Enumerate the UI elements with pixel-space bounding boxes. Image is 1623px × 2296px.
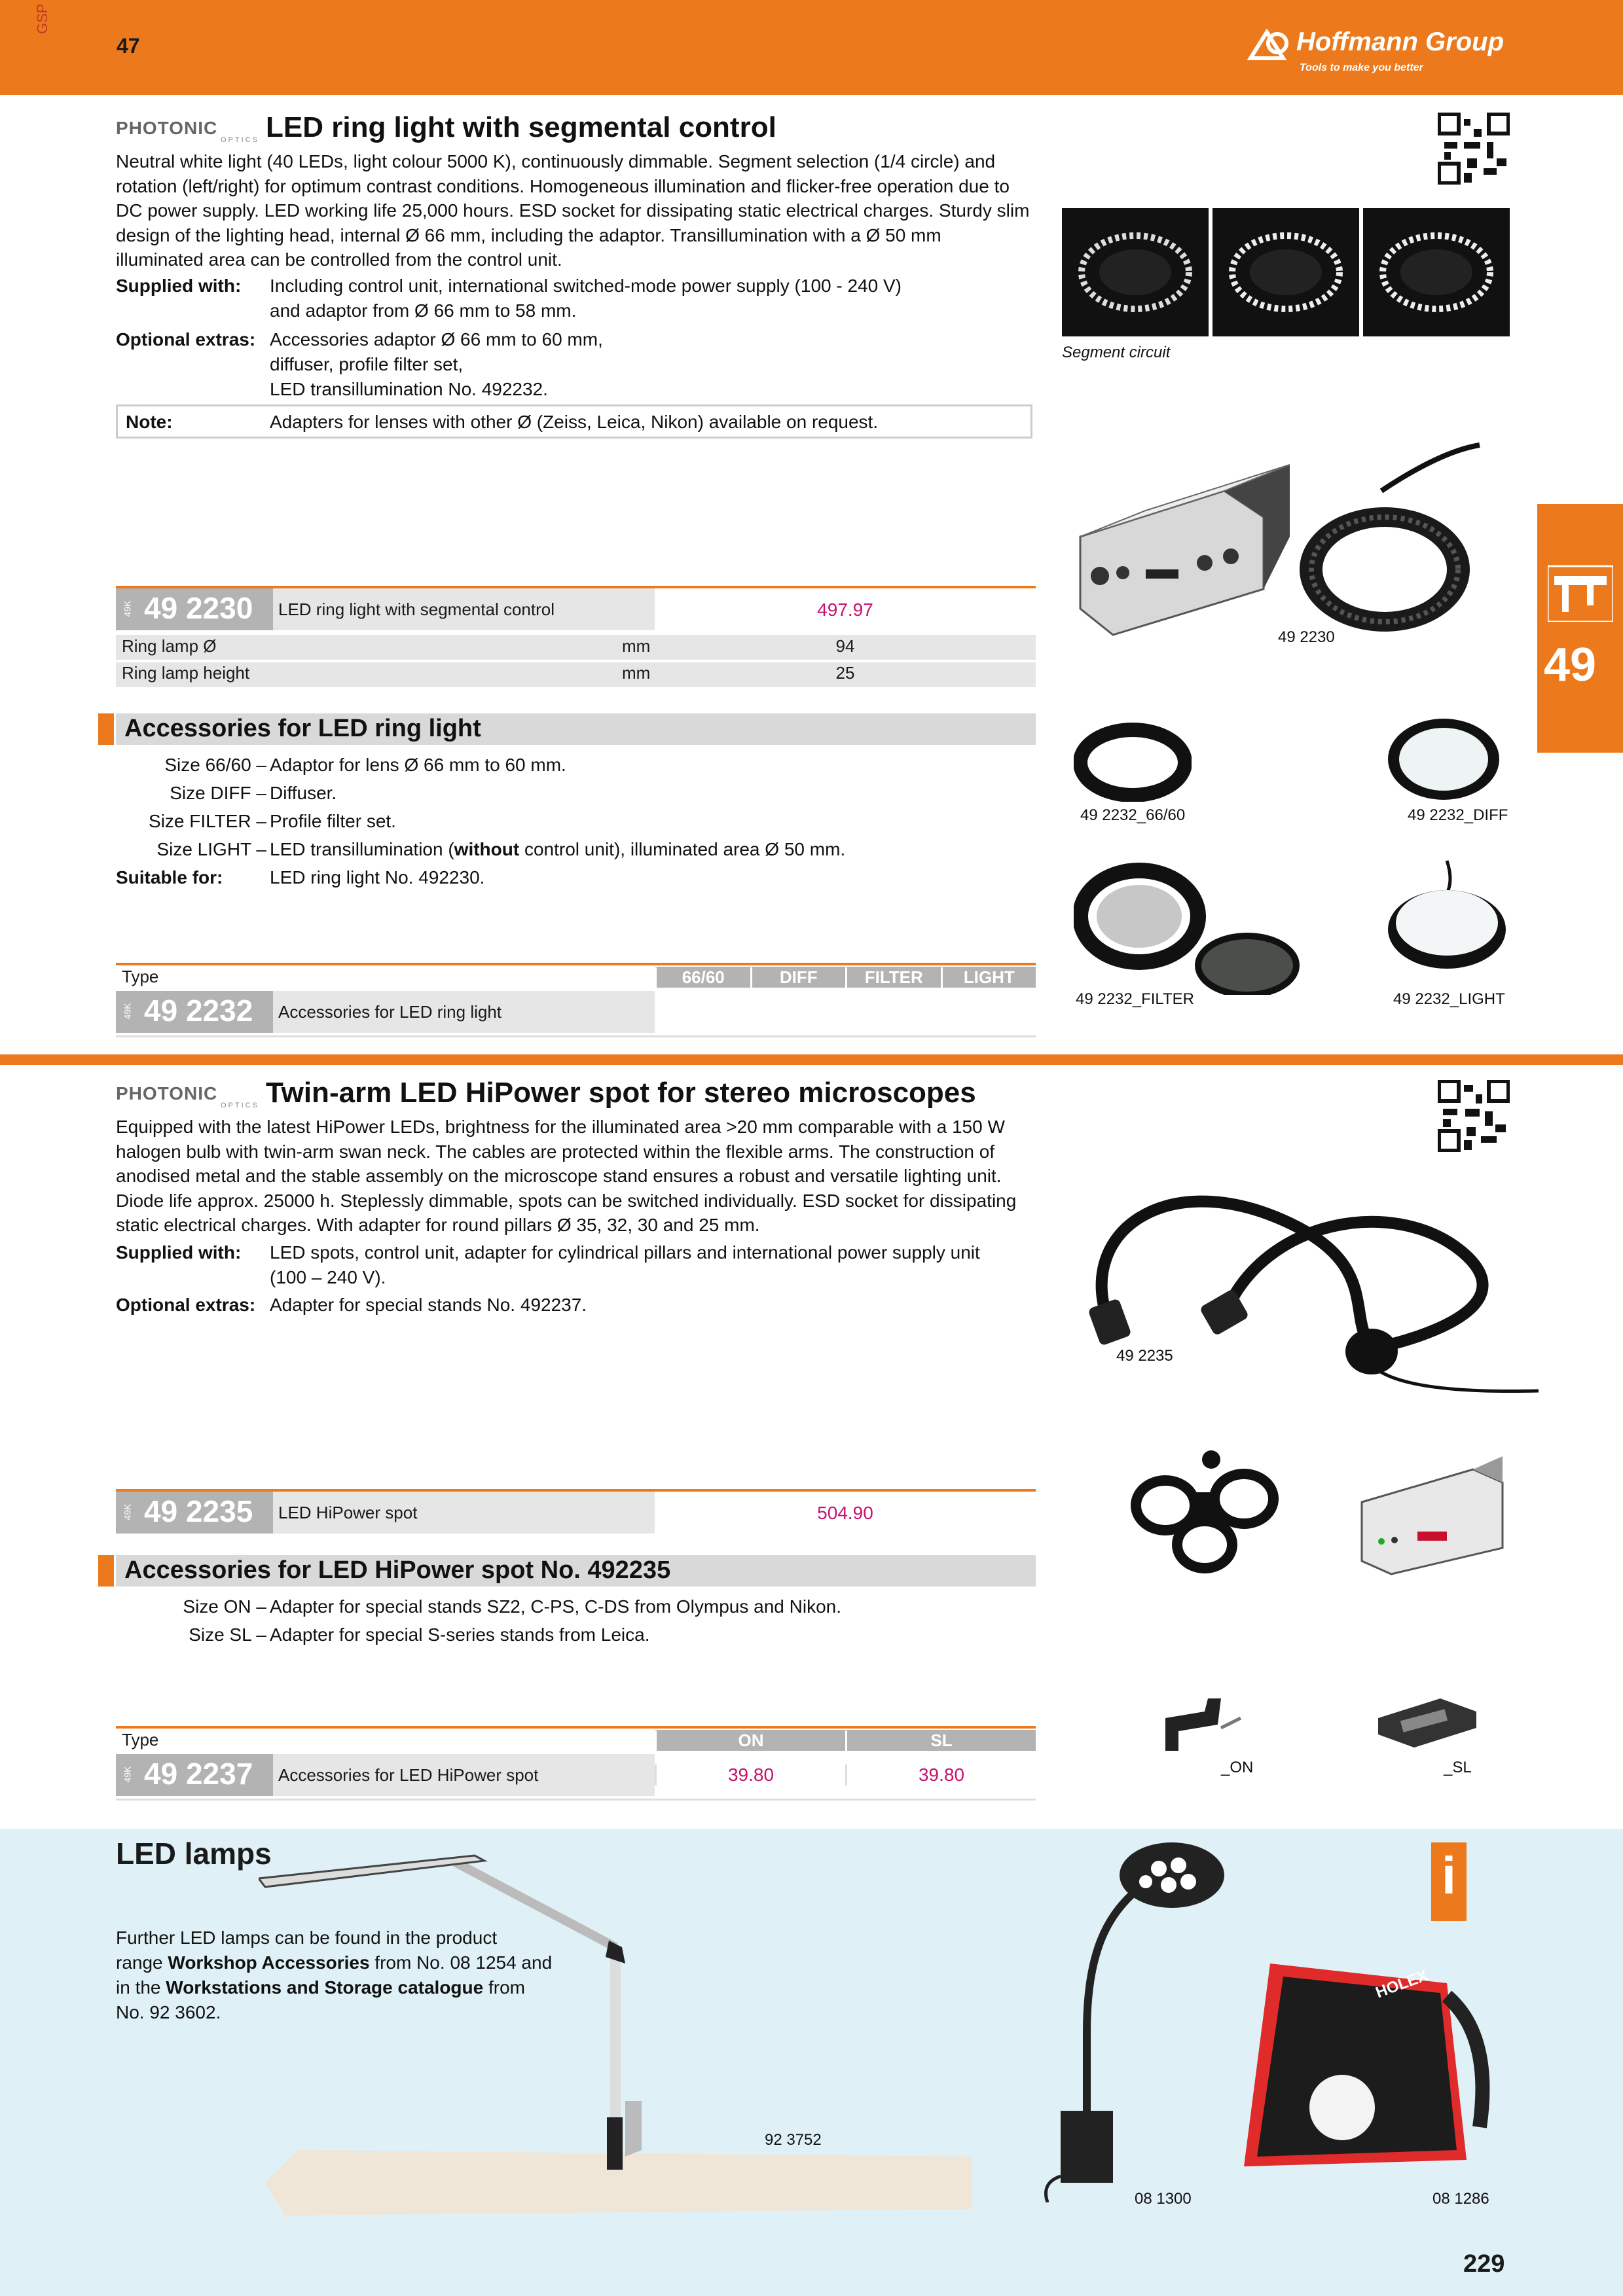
spec-value: 94 [835, 636, 855, 656]
ring-light-product-image [1074, 439, 1493, 641]
spec-unit: mm [622, 636, 651, 656]
code-prefix: 49K [122, 1003, 133, 1020]
code-prefix: 49K [122, 1766, 133, 1783]
price-cell: 39.80 [845, 1765, 1036, 1785]
product-price: 504.90 [817, 1503, 873, 1523]
led-lamps-text: Further LED lamps can be found in the product [116, 1928, 498, 1948]
page-number: 229 [1463, 2250, 1505, 2278]
spec-label: Ring lamp height [122, 663, 250, 683]
spec-value: 25 [835, 663, 855, 683]
section-divider [0, 1054, 1623, 1065]
product-price: 497.97 [817, 600, 873, 620]
lamp-caption: 08 1286 [1432, 2190, 1489, 2208]
supplied-text: Including control unit, international switched-mode power supply (100 - 240 V) [270, 276, 902, 296]
lamp-caption: 08 1300 [1135, 2190, 1192, 2208]
type-label: Type [122, 967, 159, 986]
holex-work-light-image [1231, 1957, 1506, 2179]
accessories-title: Accessories for LED HiPower spot No. 492235 [124, 1556, 671, 1584]
size-text: Adaptor for lens Ø 66 mm to 60 mm. [270, 755, 566, 775]
adapter-on-image [1159, 1692, 1244, 1757]
section-title-ring-light: LED ring light with segmental control [266, 111, 776, 143]
accessory-caption: 49 2232_LIGHT [1393, 990, 1505, 1008]
size-label: Size FILTER – [149, 811, 266, 831]
gooseneck-lamp-image [1041, 1836, 1237, 2202]
size-label: Size 66/60 – [164, 755, 266, 775]
column-header: 66/60 [655, 967, 750, 988]
twin-arm-spot-image [1067, 1165, 1545, 1414]
section-title-hipower-spot: Twin-arm LED HiPower spot for stereo microscopes [266, 1077, 976, 1109]
product-name: LED HiPower spot [278, 1503, 418, 1522]
accessory-caption: 49 2232_FILTER [1076, 990, 1194, 1008]
segment-circuit-caption: Segment circuit [1062, 344, 1171, 361]
note-text: Adapters for lenses with other Ø (Zeiss, Leica, Nikon) available on request. [270, 412, 879, 432]
product-name: Accessories for LED HiPower spot [278, 1765, 539, 1785]
size-text: LED transillumination (without control unit), illuminated area Ø 50 mm. [270, 839, 846, 859]
supplied-text: and adaptor from Ø 66 mm to 58 mm. [270, 300, 577, 321]
spec-unit: mm [622, 663, 651, 683]
caliper-icon [1548, 563, 1613, 622]
size-text: Adapter for special stands SZ2, C-PS, C-DS from Olympus and Nikon. [270, 1596, 841, 1617]
led-lamps-text: range Workshop Accessories from No. 08 1254 and [116, 1952, 553, 1973]
size-text: Diffuser. [270, 783, 337, 803]
segment-circuit-images [1062, 208, 1510, 336]
catalogue-code: GSP [34, 3, 50, 34]
adaptor-ring-image [1074, 717, 1192, 802]
product-number[interactable]: 49 2237 [144, 1757, 253, 1791]
size-label: Size DIFF – [170, 783, 266, 803]
size-label: Size SL – [189, 1624, 266, 1645]
control-unit-image [1355, 1443, 1512, 1581]
hipower-caption: 49 2235 [1116, 1347, 1173, 1365]
accessory-caption: 49 2232_66/60 [1080, 806, 1186, 824]
optional-text: LED transillumination No. 492232. [270, 379, 548, 399]
column-header: ON [655, 1731, 845, 1751]
pillar-adapter-image [1126, 1446, 1290, 1584]
column-header: SL [845, 1731, 1036, 1751]
suitable-label: Suitable for: [116, 867, 223, 888]
led-lamps-text: No. 92 3602. [116, 2002, 221, 2022]
ring-light-description: Neutral white light (40 LEDs, light colour 5000 K), continuously dimmable. Segment selection (1/4 circle) and rotation (left/right) for optimum contrast conditions. Homogeneous illumination and flicker-free operation due to DC power supply. LED working life 25,000 hours. ESD socket for dissipating static electrical charges. Sturdy slim design of the lighting head, internal Ø 66 mm, including the adaptor. Transillumination with a Ø 50 mm illuminated area can be controlled from the control unit. [116, 151, 1030, 270]
accessory-caption: 49 2232_DIFF [1408, 806, 1508, 824]
supplied-text: LED spots, control unit, adapter for cylindrical pillars and international power supply unit [270, 1242, 980, 1263]
diffuser-image [1385, 713, 1503, 805]
column-header: FILTER [845, 967, 941, 988]
adapter-sl-image [1375, 1692, 1480, 1751]
optional-text: diffuser, profile filter set, [270, 354, 464, 374]
ring-light-caption: 49 2230 [1278, 628, 1335, 646]
supplied-text: (100 – 240 V). [270, 1267, 386, 1287]
chapter-side-tab[interactable] [1537, 504, 1623, 753]
hipower-description: Equipped with the latest HiPower LEDs, brightness for the illuminated area >20 mm comparable with a 150 W halogen bulb with twin-arm swan neck. The cables are protected within the flexible arms. The construction of anodised metal and the stable assembly on the microscope stand ensures a robust and versatile lighting unit. Diode life approx. 25000 h. Steplessly dimmable, spots can be switched individually. ESD socket for dissipating static electrical charges. With adapter for round pillars Ø 35, 32, 30 and 25 mm. [116, 1117, 1017, 1235]
size-text: Adapter for special S-series stands from Leica. [270, 1624, 650, 1645]
accessories-title: Accessories for LED ring light [124, 715, 481, 742]
desk-lamp-image [259, 1842, 979, 2215]
product-number[interactable]: 49 2230 [144, 591, 253, 625]
qr-code-icon[interactable] [1438, 1080, 1510, 1152]
info-icon-glyph: i [1441, 1846, 1457, 1905]
size-label: Size LIGHT – [156, 839, 266, 859]
code-prefix: 49K [122, 1503, 133, 1520]
product-number[interactable]: 49 2235 [144, 1494, 253, 1528]
lamp-caption: 92 3752 [765, 2131, 822, 2149]
code-prefix: 49K [122, 600, 133, 617]
filter-set-image [1074, 857, 1303, 995]
optional-label: Optional extras: [116, 329, 256, 350]
led-lamps-title: LED lamps [116, 1837, 272, 1871]
size-text: Profile filter set. [270, 811, 396, 831]
spec-label: Ring lamp Ø [122, 636, 217, 656]
optional-label: Optional extras: [116, 1295, 256, 1315]
photonic-logo: PHOTONIC OPTICS [116, 118, 259, 144]
suitable-text: LED ring light No. 492230. [270, 867, 485, 888]
side-tab-number: 49 [1544, 639, 1597, 691]
product-number[interactable]: 49 2232 [144, 994, 253, 1028]
size-label: Size ON – [183, 1596, 266, 1617]
brand-name: Hoffmann Group [1296, 27, 1504, 56]
optional-text: Accessories adaptor Ø 66 mm to 60 mm, [270, 329, 603, 350]
price-cell: 39.80 [655, 1765, 845, 1785]
qr-code-icon[interactable] [1438, 113, 1510, 185]
optional-text: Adapter for special stands No. 492237. [270, 1295, 587, 1315]
holex-label: HOLEX [1373, 1966, 1431, 2002]
led-transillumination-image [1381, 854, 1512, 972]
accessory-caption: _ON [1221, 1759, 1254, 1776]
accessory-caption: _SL [1444, 1759, 1472, 1776]
type-label: Type [122, 1730, 159, 1749]
column-header: LIGHT [941, 967, 1036, 988]
hoffmann-logo-icon [1247, 29, 1293, 62]
supplied-label: Supplied with: [116, 276, 242, 296]
photonic-logo: PHOTONIC OPTICS [116, 1083, 259, 1109]
chapter-number: 47 [117, 34, 140, 58]
product-name: Accessories for LED ring light [278, 1002, 502, 1022]
product-name: LED ring light with segmental control [278, 600, 555, 619]
note-label: Note: [126, 412, 173, 432]
supplied-label: Supplied with: [116, 1242, 242, 1263]
brand-tagline: Tools to make you better [1300, 62, 1423, 73]
column-header: DIFF [750, 967, 846, 988]
led-lamps-text: in the Workstations and Storage catalogue from [116, 1977, 525, 1998]
